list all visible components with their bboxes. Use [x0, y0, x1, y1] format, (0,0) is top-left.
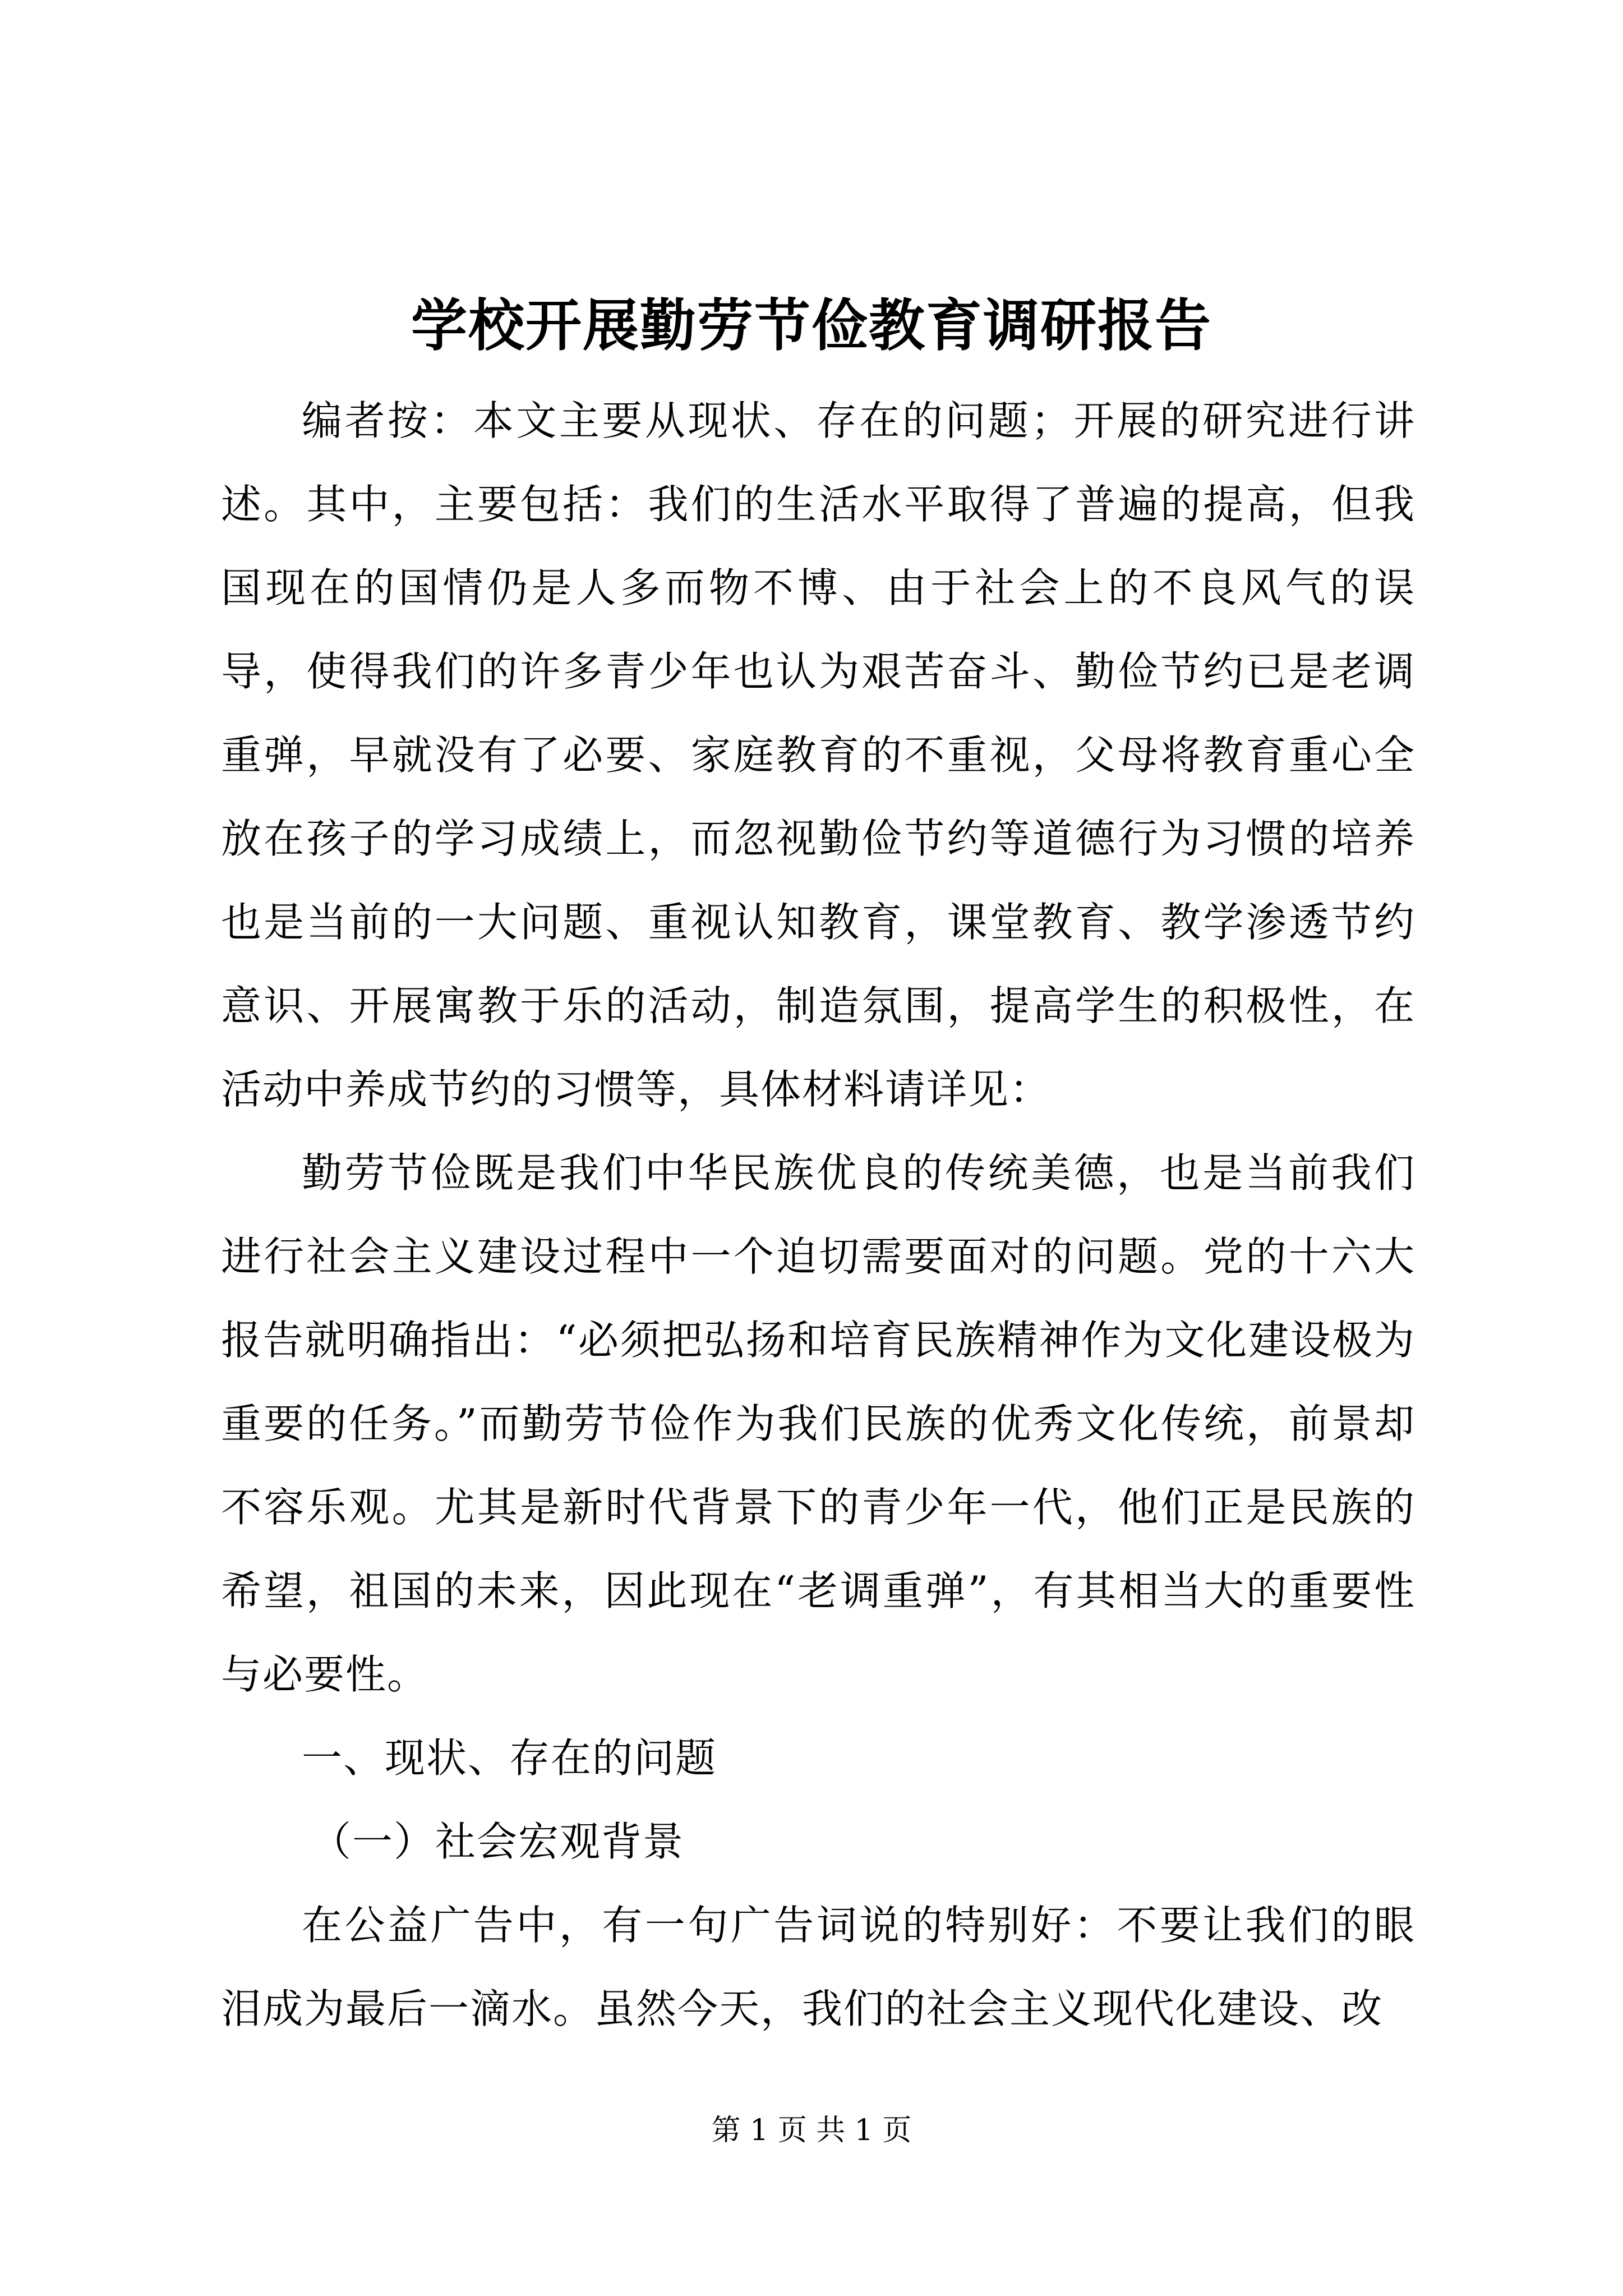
intro-paragraph: 勤劳节俭既是我们中华民族优良的传统美德，也是当前我们进行社会主义建设过程中一个迫切需要面对的问题。党的十六大报告就明确指出：“必须把弘扬和培育民族精神作为文化建设极为重要的任务。”而勤劳节俭作为我们民族的优秀文化传统，前景却不容乐观。尤其是新时代背景下的青少年一代，他们正是民族的希望，祖国的未来，因此现在“老调重弹”，有其相当大的重要性与必要性。 [221, 1149, 1415, 1698]
document-title: 学校开展勤劳节俭教育调研报告 [411, 292, 1212, 358]
subsection-heading: （一）社会宏观背景 [311, 1818, 685, 1865]
body-paragraph: 在公益广告中，有一句广告词说的特别好：不要让我们的眼泪成为最后一滴水。虽然今天，我们的社会主义现代化建设、改 [221, 1902, 1415, 2032]
section-heading: 一、现状、存在的问题 [302, 1734, 717, 1782]
page-footer: 第 1 页 共 1 页 [711, 2114, 912, 2147]
document-body [221, 379, 1415, 2051]
editor-note-paragraph: 编者按：本文主要从现状、存在的问题；开展的研究进行讲述。其中，主要包括：我们的生活水平取得了普遍的提高，但我国现在的国情仍是人多而物不博、由于社会上的不良风气的误导，使得我们的许多青少年也认为艰苦奋斗、勤俭节约已是老调重弹，早就没有了必要、家庭教育的不重视，父母将教育重心全放在孩子的学习成绩上，而忽视勤俭节约等道德行为习惯的培养也是当前的一大问题、重视认知教育，课堂教育、教学渗透节约意识、开展寓教于乐的活动，制造氛围，提高学生的积极性，在活动中养成节约的习惯等，具体材料请详见： [221, 397, 1415, 1113]
